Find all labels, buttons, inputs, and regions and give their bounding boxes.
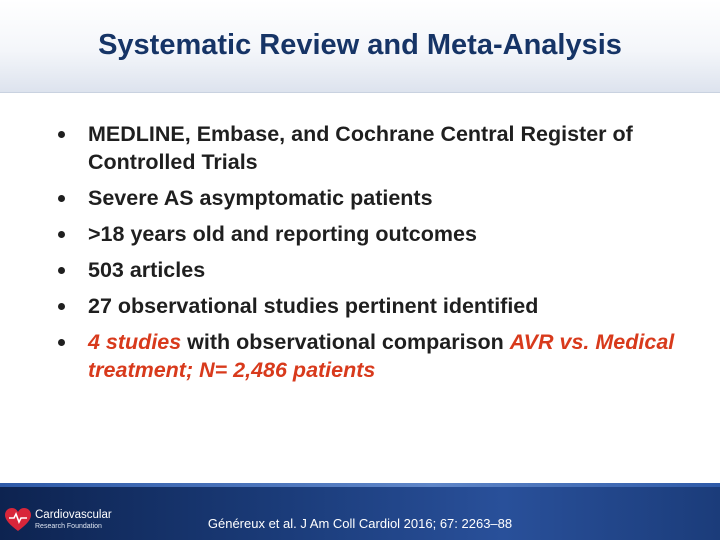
- title-header: [0, 0, 720, 93]
- bullet-dot-icon: [58, 267, 65, 274]
- bullet-text: MEDLINE, Embase, and Cochrane Central Register of Controlled Trials: [88, 122, 633, 174]
- citation: Généreux et al. J Am Coll Cardiol 2016; 67: 2263–88: [207, 516, 513, 531]
- bullet-item: [58, 328, 678, 384]
- bullet-item: [58, 292, 678, 320]
- bullet-item: [58, 220, 678, 248]
- crf-logo: [4, 505, 144, 537]
- bullet-text: with observational comparison: [181, 330, 510, 354]
- bullet-item: [58, 120, 678, 176]
- heart-logo-icon: [4, 507, 32, 533]
- bullet-text: >18 years old and reporting outcomes: [88, 222, 477, 246]
- bullet-dot-icon: [58, 195, 65, 202]
- slide-title: Systematic Review and Meta-Analysis: [98, 29, 622, 61]
- bullet-dot-icon: [58, 231, 65, 238]
- highlight-studies-count: 4 studies: [88, 330, 182, 354]
- highlight-comparison: AVR vs. Medical treatment; N= 2,486 patients: [88, 330, 675, 382]
- bullet-dot-icon: [58, 131, 65, 138]
- bullet-text: 27 observational studies pertinent identified: [88, 294, 539, 318]
- logo-subname: Research Foundation: [35, 523, 102, 530]
- bullet-item: [58, 256, 678, 284]
- bullet-text: 503 articles: [88, 258, 206, 282]
- bullet-dot-icon: [58, 339, 65, 346]
- logo-name: Cardiovascular: [35, 509, 112, 521]
- bullet-dot-icon: [58, 303, 65, 310]
- bullet-list: [58, 120, 678, 392]
- bullet-text: Severe AS asymptomatic patients: [88, 186, 433, 210]
- bullet-item: [58, 184, 678, 212]
